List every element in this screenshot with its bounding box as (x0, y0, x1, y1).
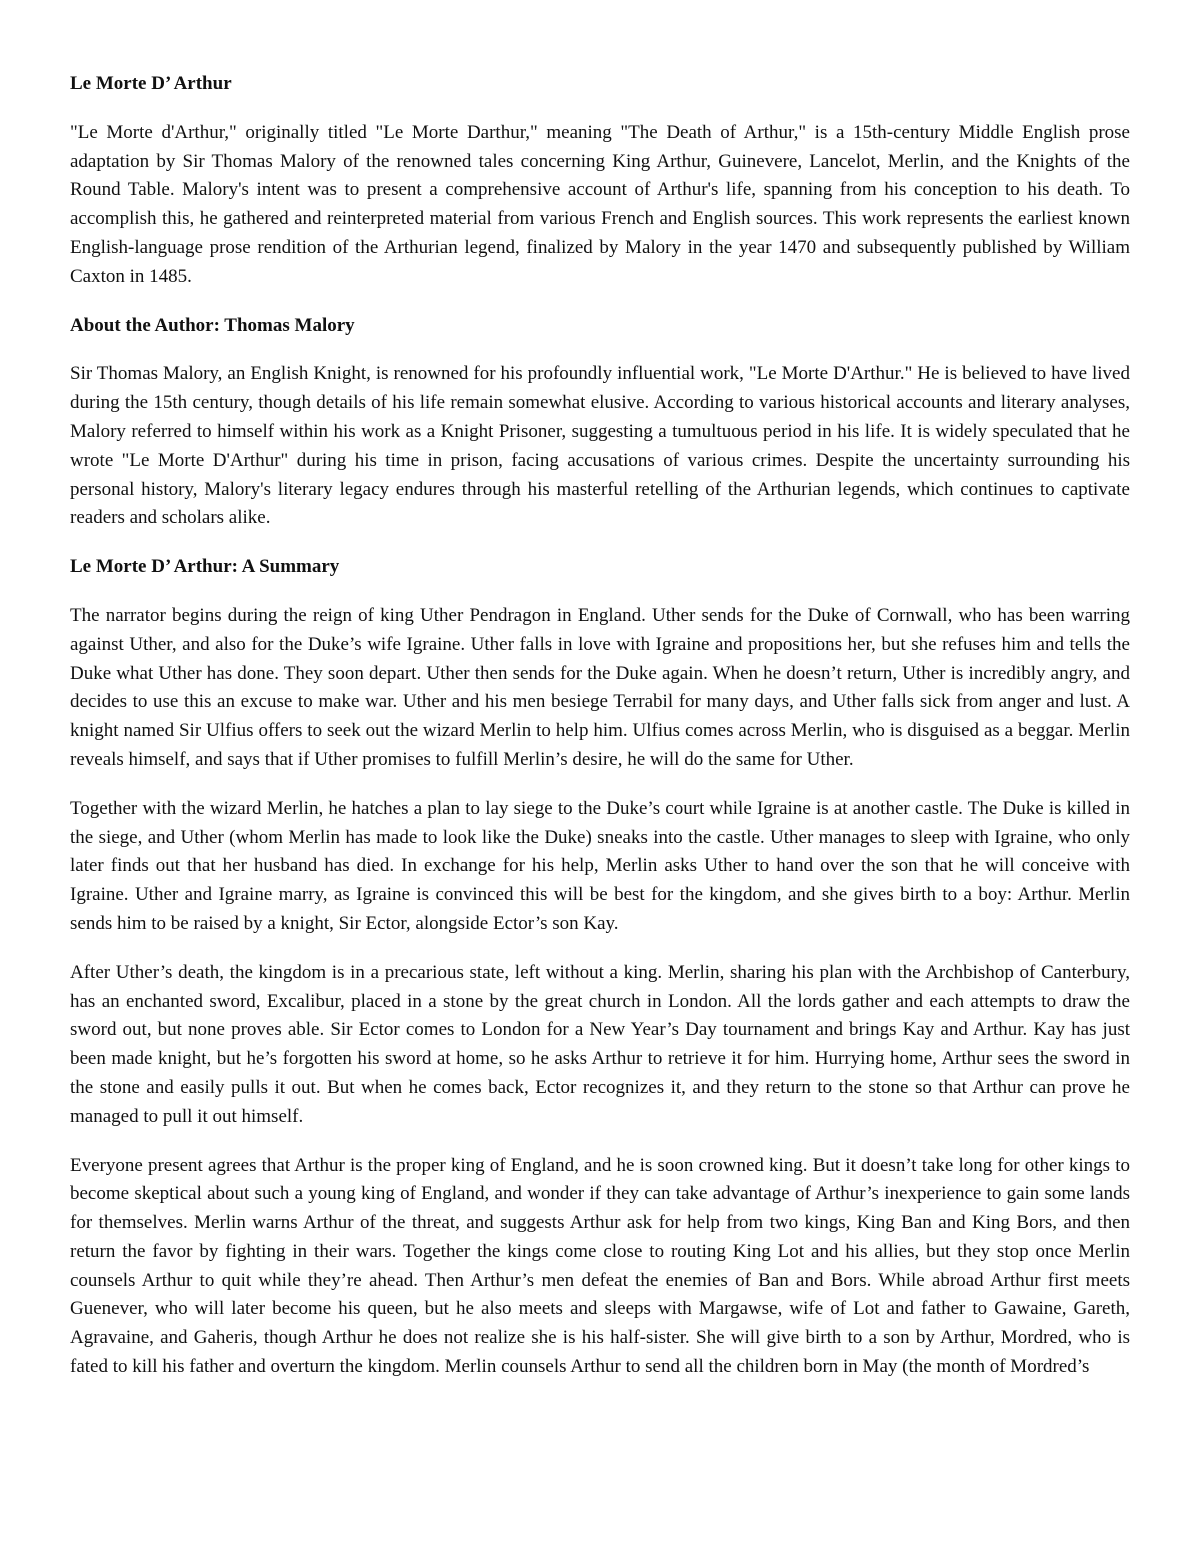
summary-paragraph: Together with the wizard Merlin, he hatches a plan to lay siege to the Duke’s court while Igraine is at another castle. The Duke is killed in the siege, and Uther (whom Merlin has made to look like the Duke) sneaks into the castle. Uther manages to sleep with Igraine, who only later finds out that her husband has died. In exchange for his help, Merlin asks Uther to hand over the son that he will conceive with Igraine. Uther and Igraine marry, as Igraine is convinced this will be best for the kingdom, and she gives birth to a boy: Arthur. Merlin sends him to be raised by a knight, Sir Ector, alongside Ector’s son Kay. (70, 797, 1130, 934)
document-page (70, 70, 1130, 1402)
summary-paragraph: Everyone present agrees that Arthur is the proper king of England, and he is soon crowned king. But it doesn’t take long for other kings to become skeptical about such a young king of England, and wonder if they can take advantage of Arthur’s inexperience to gain some lands for themselves. Merlin warns Arthur of the threat, and suggests Arthur ask for help from two kings, King Ban and King Bors, and then return the favor by fighting in their wars. Together the kings come close to routing King Lot and his allies, but they stop once Merlin counsels Arthur to quit while they’re ahead. Then Arthur’s men defeat the enemies of Ban and Bors. While abroad Arthur first meets Guenever, who will later become his queen, but he also meets and sleeps with Margawse, wife of Lot and father to Gawaine, Gareth, Agravaine, and Gaheris, though Arthur he does not realize she is his half-sister. She will give birth to a son by Arthur, Mordred, who is fated to kill his father and overturn the kingdom. Merlin counsels Arthur to send all the children born in May (the month of Mordred’s (70, 1154, 1130, 1378)
author-paragraph: Sir Thomas Malory, an English Knight, is renowned for his profoundly influential work, "Le Morte D'Arthur." He is believed to have lived during the 15th century, though details of his life remain somewhat elusive. According to various historical accounts and literary analyses, Malory referred to himself within his work as a Knight Prisoner, suggesting a tumultuous period in his life. It is widely speculated that he wrote "Le Morte D'Arthur" during his time in prison, facing accusations of various crimes. Despite the uncertainty surrounding his personal history, Malory's literary legacy endures through his masterful retelling of the Arthurian legends, which continues to captivate readers and scholars alike. (70, 363, 1130, 529)
section-heading-title: Le Morte D’ Arthur (70, 73, 232, 94)
section-heading-author: About the Author: Thomas Malory (70, 314, 355, 336)
intro-paragraph: "Le Morte d'Arthur," originally titled "Le Morte Darthur," meaning "The Death of Arthur," is a 15th-century Middle English prose adaptation by Sir Thomas Malory of the renowned tales concerning King Arthur, Guinevere, Lancelot, Merlin, and the Knights of the Round Table. Malory's intent was to present a comprehensive account of Arthur's life, spanning from his conception to his death. To accomplish this, he gathered and reinterpreted material from various French and English sources. This work represents the earliest known English-language prose rendition of the Arthurian legend, finalized by Malory in the year 1470 and subsequently published by William Caxton in 1485. (70, 121, 1130, 287)
section-heading-summary: Le Morte D’ Arthur: A Summary (70, 556, 340, 578)
summary-paragraph: After Uther’s death, the kingdom is in a precarious state, left without a king. Merlin, sharing his plan with the Archbishop of Canterbury, has an enchanted sword, Excalibur, placed in a stone by the great church in London. All the lords gather and each attempts to draw the sword out, but none proves able. Sir Ector comes to London for a New Year’s Day tournament and brings Kay and Arthur. Kay has just been made knight, but he’s forgotten his sword at home, so he asks Arthur to retrieve it for him. Hurrying home, Arthur sees the sword in the stone and easily pulls it out. But when he comes back, Ector recognizes it, and they return to the stone so that Arthur can prove he managed to pull it out himself. (70, 961, 1130, 1127)
summary-paragraph: The narrator begins during the reign of king Uther Pendragon in England. Uther sends for the Duke of Cornwall, who has been warring against Uther, and also for the Duke’s wife Igraine. Uther falls in love with Igraine and propositions her, but she refuses him and tells the Duke what Uther has done. They soon depart. Uther then sends for the Duke again. When he doesn’t return, Uther is incredibly angry, and decides to use this an excuse to make war. Uther and his men besiege Terrabil for many days, and Uther falls sick from anger and lust. A knight named Sir Ulfius offers to seek out the wizard Merlin to help him. Ulfius comes across Merlin, who is disguised as a beggar. Merlin reveals himself, and says that if Uther promises to fulfill Merlin’s desire, he will do the same for Uther. (70, 604, 1130, 770)
